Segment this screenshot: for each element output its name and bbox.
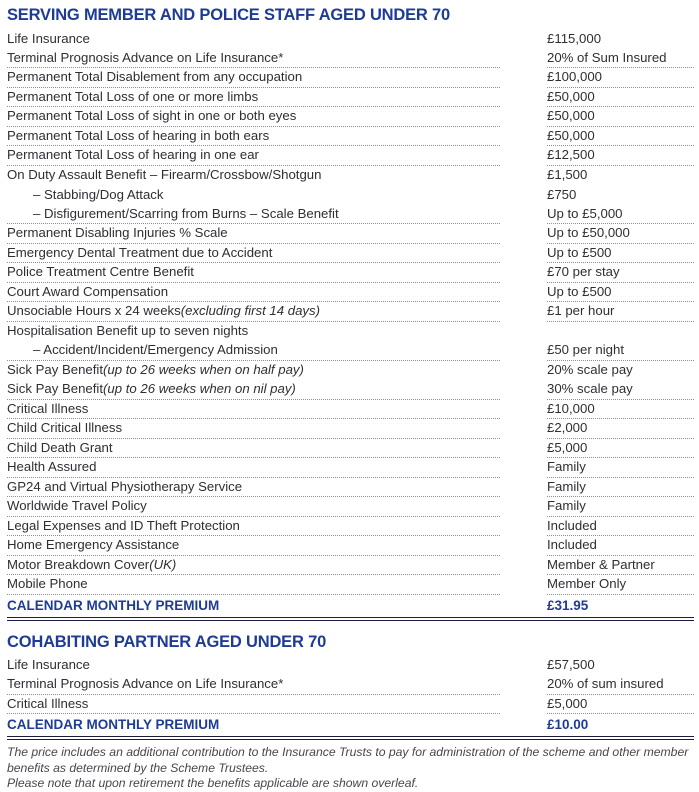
table-row [7,29,694,49]
table-row [7,517,694,537]
benefit-value: £50 per night [547,341,694,361]
column-gap [500,536,547,556]
column-gap [500,49,547,69]
benefit-label: On Duty Assault Benefit – Firearm/Crossbow/Shotgun [7,167,322,183]
table-row [7,341,694,361]
benefit-value: Member Only [547,575,694,595]
table-row [7,536,694,556]
table-row [7,695,694,715]
table-row [7,302,694,322]
column-gap [500,263,547,283]
benefit-label: Hospitalisation Benefit up to seven nights [7,323,249,339]
column-gap [500,224,547,244]
benefit-label: – Accident/Incident/Emergency Admission [7,341,500,361]
column-gap [500,166,547,186]
benefit-label: Permanent Total Loss of one or more limbs [7,88,500,108]
table-row [7,263,694,283]
column-gap [500,107,547,127]
benefit-value: £70 per stay [547,263,694,283]
premium-label: CALENDAR MONTHLY PREMIUM [7,597,220,613]
footnotes [7,745,694,792]
benefit-value: £50,000 [547,88,694,108]
benefit-value: £12,500 [547,146,694,166]
benefit-label: Court Award Compensation [7,283,500,303]
benefit-label: Critical Illness [7,695,500,715]
benefit-value: Up to £5,000 [547,205,694,225]
benefit-value: £50,000 [547,107,694,127]
benefit-label: – Disfigurement/Scarring from Burns – Scale Benefit [7,205,500,225]
table-row [7,458,694,478]
section-title: COHABITING PARTNER AGED UNDER 70 [7,632,327,651]
table-row [7,107,694,127]
table-row [7,656,694,676]
benefit-value: £100,000 [547,68,694,88]
benefit-value: £5,000 [547,695,694,715]
benefit-label: Sick Pay Benefit (up to 26 weeks when on nil pay) [7,380,500,400]
table-row [7,400,694,420]
benefit-value: £750 [547,186,577,202]
benefit-label: Home Emergency Assistance [7,536,500,556]
benefit-value: £50,000 [547,127,694,147]
benefit-label: Health Assured [7,458,500,478]
column-gap [500,675,547,695]
benefits-table [7,29,694,595]
benefit-label: Permanent Disabling Injuries % Scale [7,224,500,244]
benefit-label: Terminal Prognosis Advance on Life Insurance* [7,49,500,69]
column-gap [500,478,547,498]
column-gap [500,419,547,439]
benefit-value: Up to £500 [547,283,694,303]
column-gap [500,322,547,342]
column-gap [500,380,547,400]
benefit-value: £10,000 [547,400,694,420]
benefit-label: Unsociable Hours x 24 weeks (excluding first 14 days) [7,302,500,322]
table-row [7,675,694,695]
premium-row [7,595,694,616]
benefit-value: £115,000 [547,30,602,46]
table-row [7,127,694,147]
benefit-label: Sick Pay Benefit (up to 26 weeks when on half pay) [7,362,304,378]
benefit-label: Permanent Total Loss of sight in one or both eyes [7,107,500,127]
benefit-label: Life Insurance [7,657,90,673]
benefit-label: GP24 and Virtual Physiotherapy Service [7,478,500,498]
table-row [7,361,694,381]
benefit-label: Worldwide Travel Policy [7,497,500,517]
premium-value: £31.95 [547,597,589,613]
table-row [7,88,694,108]
benefit-label: Critical Illness [7,400,500,420]
column-gap [500,29,547,49]
section-cohabiting-partner [7,631,694,741]
table-row [7,166,694,186]
benefit-label: Child Death Grant [7,439,500,459]
table-row [7,244,694,264]
benefit-value: Family [547,497,694,517]
benefit-value: 20% scale pay [547,362,633,378]
benefit-value: £1,500 [547,167,588,183]
benefit-label: Child Critical Illness [7,419,500,439]
footnote-price-contribution: The price includes an additional contribution to the Insurance Trusts to pay for administration of the scheme and other member benefits as determined by the Scheme Trustees. [7,745,689,775]
benefit-value: Family [547,478,694,498]
premium-row [7,714,694,735]
table-row [7,146,694,166]
column-gap [500,361,547,381]
benefit-value: Family [547,458,694,478]
benefit-label: Emergency Dental Treatment due to Accident [7,244,500,264]
benefit-label: Permanent Total Loss of hearing in both ears [7,127,500,147]
section-title: SERVING MEMBER AND POLICE STAFF AGED UNDER 70 [7,6,450,24]
table-row [7,439,694,459]
benefit-value: 20% of Sum Insured [547,49,694,69]
benefit-value: 30% scale pay [547,380,694,400]
benefit-label: Mobile Phone [7,575,500,595]
benefit-value: Included [547,517,694,537]
premium-label: CALENDAR MONTHLY PREMIUM [7,717,220,732]
column-gap [500,517,547,537]
table-row [7,185,694,205]
footnote-retirement-overleaf: Please note that upon retirement the benefits applicable are shown overleaf. [7,776,419,790]
column-gap [500,656,547,676]
benefit-value: £57,500 [547,657,595,673]
double-rule [7,736,694,740]
column-gap [500,205,547,225]
table-row [7,322,694,342]
benefit-value: Member & Partner [547,556,694,576]
table-row [7,68,694,88]
benefit-value: 20% of sum insured [547,675,694,695]
column-gap [500,302,547,322]
section-serving-member-staff [7,4,694,621]
benefit-value: Up to £50,000 [547,224,694,244]
column-gap [500,439,547,459]
column-gap [500,185,547,205]
benefit-value: £5,000 [547,439,694,459]
column-gap [500,695,547,715]
table-row [7,478,694,498]
benefit-label: Permanent Total Disablement from any occupation [7,68,500,88]
column-gap [500,68,547,88]
table-row [7,419,694,439]
column-gap [500,497,547,517]
benefits-table [7,656,694,715]
column-gap [500,88,547,108]
table-row [7,224,694,244]
table-row [7,556,694,576]
column-gap [500,400,547,420]
benefit-label: Life Insurance [7,30,90,46]
premium-value: £10.00 [547,717,589,732]
double-rule [7,617,694,621]
benefit-label: Motor Breakdown Cover (UK) [7,556,500,576]
table-row [7,49,694,69]
benefit-label: Terminal Prognosis Advance on Life Insurance* [7,675,500,695]
column-gap [500,556,547,576]
table-row [7,380,694,400]
benefit-value: Up to £500 [547,244,694,264]
benefit-label: – Stabbing/Dog Attack [33,186,164,202]
column-gap [500,575,547,595]
benefit-value: Included [547,536,694,556]
table-row [7,575,694,595]
table-row [7,497,694,517]
table-row [7,205,694,225]
benefit-value: £1 per hour [547,302,694,322]
benefit-label: Legal Expenses and ID Theft Protection [7,517,500,537]
benefit-label: Permanent Total Loss of hearing in one ear [7,146,500,166]
column-gap [500,283,547,303]
column-gap [500,458,547,478]
column-gap [500,127,547,147]
benefit-value: £2,000 [547,419,694,439]
table-row [7,283,694,303]
column-gap [500,244,547,264]
benefit-label: Police Treatment Centre Benefit [7,263,500,283]
column-gap [500,341,547,361]
column-gap [500,146,547,166]
benefit-value [547,322,694,342]
